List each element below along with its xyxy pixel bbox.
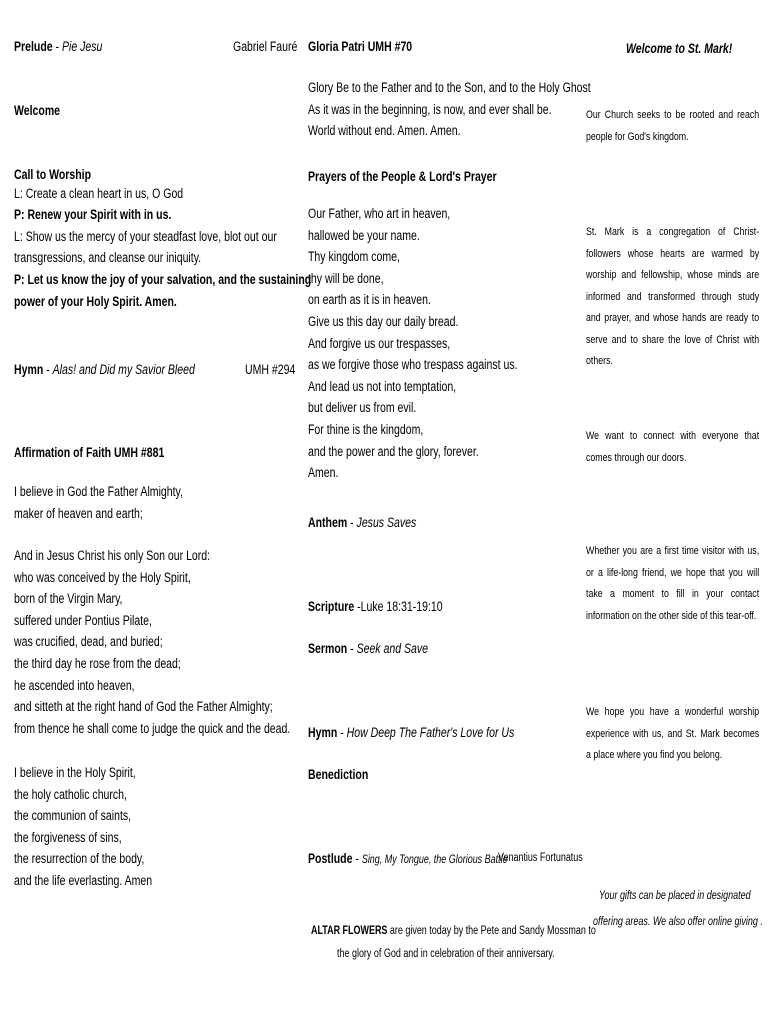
text-line: but deliver us from evil.: [308, 400, 417, 416]
prelude-label: Prelude: [14, 39, 53, 54]
prayers-heading: Prayers of the People & Lord's Prayer: [308, 169, 497, 184]
separator: -: [352, 851, 362, 866]
text-line: the forgiveness of sins,: [14, 829, 122, 845]
welcome-paragraph-5: We hope you have a wonderful worship experience with us, and St. Mark becomes a place where you find you belong.: [586, 706, 760, 761]
altar-flowers-text: are given today by the Pete and Sandy Mossman to: [387, 925, 596, 937]
call-to-worship-heading: Call to Worship: [14, 167, 92, 182]
anthem-label: Anthem: [308, 515, 348, 530]
postlude-label: Postlude: [308, 851, 353, 866]
hymn-title: Alas! and Did my Savior Bleed: [52, 362, 195, 377]
text-line: from thence he shall come to judge the quick and the dead.: [14, 720, 291, 736]
text-line: Our Father, who art in heaven,: [308, 206, 451, 221]
welcome-paragraph-2: St. Mark is a congregation of Christ-followers whose hearts are warmed by worship and fellowship, whose minds are informed and transformed through study and prayer, and whose hands are ready to serve and to share the love of Christ with others.: [586, 226, 760, 367]
welcome-paragraph-4: Whether you are a first time visitor with us, or a life-long friend, we hope that you will take a moment to fill in your contact information on the other side of this tear-off.: [586, 545, 760, 622]
gifts-line-1: Your gifts can be placed in designated: [599, 890, 751, 902]
text-line: For thine is the kingdom,: [308, 422, 424, 437]
welcome-st-mark-heading: Welcome to St. Mark!: [626, 41, 733, 56]
text-line: born of the Virgin Mary,: [14, 591, 123, 607]
benediction-heading: Benediction: [308, 767, 369, 782]
scripture-reference: Luke 18:31-19:10: [360, 599, 443, 614]
text-line: L: Show us the mercy of your steadfast love, blot out our: [14, 228, 277, 244]
text-line: P: Renew your Spirit with in us.: [14, 207, 172, 223]
text-line: and the life everlasting. Amen: [14, 873, 153, 888]
prelude-composer: Gabriel Fauré: [233, 39, 298, 54]
text-line: I believe in the Holy Spirit,: [14, 765, 136, 780]
text-line: As it was in the beginning, is now, and ever shall be.: [308, 101, 552, 117]
separator: -: [337, 725, 347, 740]
text-line: the communion of saints,: [14, 808, 132, 824]
text-line: and sitteth at the right hand of God the Father Almighty;: [14, 699, 273, 715]
hymn-label: Hymn: [308, 725, 338, 740]
affirmation-heading: Affirmation of Faith UMH #881: [14, 445, 165, 460]
sermon-label: Sermon: [308, 641, 348, 656]
gifts-line-2: offering areas. We also offer online giving .: [593, 916, 763, 928]
text-line: suffered under Pontius Pilate,: [14, 612, 152, 628]
sermon-title: Seek and Save: [356, 641, 428, 656]
welcome-paragraph-1: Our Church seeks to be rooted and reach people for God's kingdom.: [586, 109, 760, 143]
text-line: who was conceived by the Holy Spirit,: [14, 569, 191, 585]
separator: -: [52, 39, 62, 54]
text-line: power of your Holy Spirit. Amen.: [14, 293, 177, 309]
postlude-composer: Venantius Fortunatus: [498, 852, 583, 864]
text-line: on earth as it is in heaven.: [308, 292, 431, 308]
text-line: hallowed be your name.: [308, 227, 420, 243]
text-line: Glory Be to the Father and to the Son, and to the Holy Ghost: [308, 80, 591, 95]
text-line: as we forgive those who trespass against us.: [308, 357, 518, 373]
text-line: transgressions, and cleanse our iniquity.: [14, 250, 202, 266]
altar-flowers-label: ALTAR FLOWERS: [311, 925, 388, 937]
separator: -: [354, 599, 361, 614]
text-line: L: Create a clean heart in us, O God: [14, 185, 184, 201]
text-line: the resurrection of the body,: [14, 851, 145, 867]
text-line: Amen.: [308, 465, 339, 481]
text-line: And in Jesus Christ his only Son our Lord:: [14, 548, 211, 563]
hymn-title: How Deep The Father's Love for Us: [346, 725, 515, 740]
text-line: And lead us not into temptation,: [308, 378, 457, 394]
text-line: Give us this day our daily bread.: [308, 314, 459, 329]
prelude-title: Pie Jesu: [61, 39, 103, 54]
welcome-heading: Welcome: [14, 103, 61, 118]
separator: -: [347, 641, 357, 656]
text-line: the third day he rose from the dead;: [14, 656, 181, 671]
text-line: I believe in God the Father Almighty,: [14, 484, 183, 499]
sermon-line: [308, 638, 462, 660]
text-line: he ascended into heaven,: [14, 677, 135, 693]
text-line: was crucified, dead, and buried;: [14, 634, 163, 650]
prelude-line: [14, 36, 127, 58]
closing-hymn-line: [308, 722, 572, 744]
text-line: Thy kingdom come,: [308, 249, 400, 265]
hymn-label: Hymn: [14, 362, 44, 377]
altar-flowers-line-2: the glory of God and in celebration of their anniversary.: [337, 948, 555, 960]
scripture-line: [308, 596, 481, 618]
anthem-title: Jesus Saves: [356, 515, 417, 530]
text-line: thy will be done,: [308, 270, 384, 286]
text-line: maker of heaven and earth;: [14, 505, 143, 521]
text-line: P: Let us know the joy of your salvation, and the sustaining: [14, 271, 312, 287]
separator: -: [347, 515, 357, 530]
text-line: the holy catholic church,: [14, 786, 127, 802]
separator: -: [43, 362, 53, 377]
welcome-paragraph-3: We want to connect with everyone that comes through our doors.: [586, 430, 760, 464]
scripture-label: Scripture: [308, 599, 355, 614]
postlude-title: Sing, My Tongue, the Glorious Battle: [361, 854, 508, 866]
text-line: World without end. Amen. Amen.: [308, 123, 461, 139]
hymn-number: UMH #294: [245, 362, 296, 377]
text-line: And forgive us our trespasses,: [308, 335, 451, 351]
gloria-heading: Gloria Patri UMH #70: [308, 39, 413, 54]
anthem-line: [308, 512, 447, 534]
hymn-line: [14, 359, 246, 381]
text-line: and the power and the glory, forever.: [308, 443, 479, 459]
